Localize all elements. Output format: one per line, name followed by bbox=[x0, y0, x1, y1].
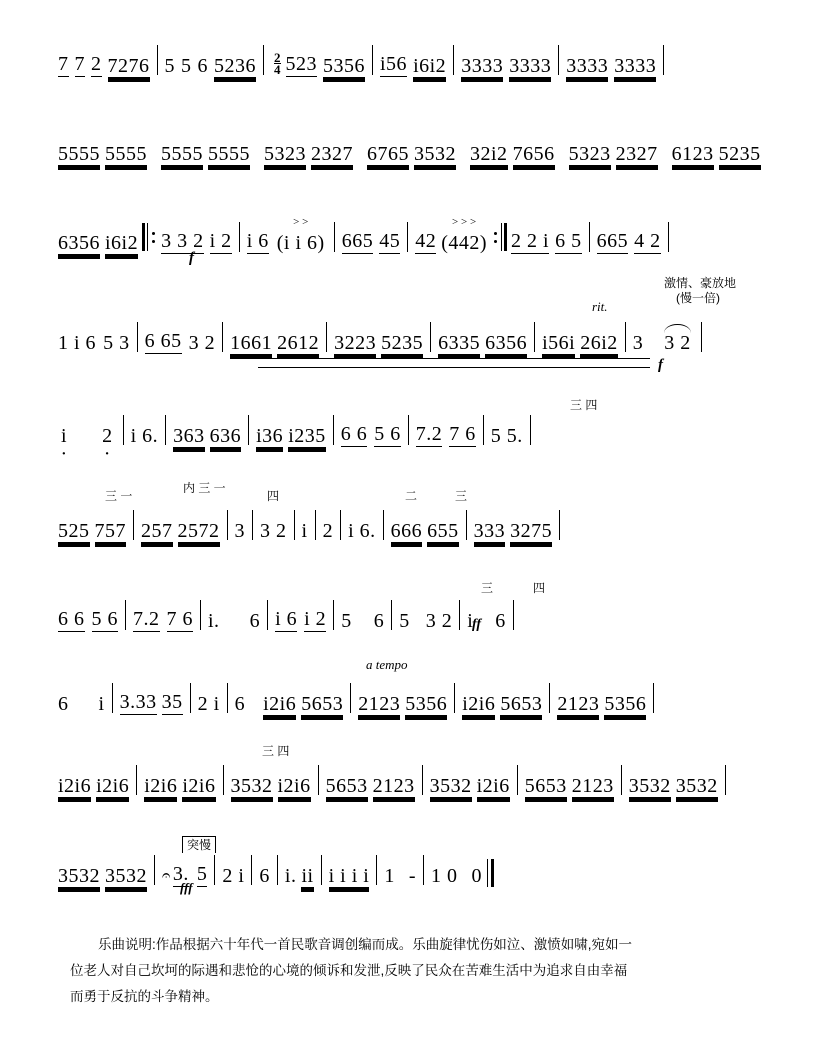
barline bbox=[530, 415, 531, 445]
note-group: i. bbox=[208, 610, 220, 632]
fingering-mark: 三 四 bbox=[262, 744, 290, 758]
note-group: 666 bbox=[390, 520, 423, 542]
barline bbox=[513, 600, 514, 630]
note-group: 1 0 bbox=[431, 865, 458, 887]
barline bbox=[423, 855, 424, 885]
repeat-start-barline bbox=[142, 222, 157, 252]
staff-system bbox=[58, 510, 764, 542]
note-group: 2 i bbox=[222, 865, 245, 887]
note-group: 2327 bbox=[615, 143, 658, 165]
note-group: i235 bbox=[288, 425, 326, 447]
barline bbox=[239, 222, 240, 252]
barline bbox=[466, 510, 467, 540]
barline bbox=[315, 510, 316, 540]
note-group: 6335 bbox=[438, 332, 481, 354]
barline bbox=[190, 683, 191, 713]
note-group: 2123 bbox=[358, 693, 401, 715]
note-group: i i i i bbox=[328, 865, 370, 887]
note-group: 3 2 bbox=[664, 332, 691, 354]
barline bbox=[483, 415, 484, 445]
fingering-mark: 四 bbox=[533, 581, 546, 595]
time-signature-top: 2 bbox=[274, 50, 281, 65]
note-group: 5323 bbox=[264, 143, 306, 165]
note-group: 2612 bbox=[277, 332, 320, 354]
barline bbox=[154, 855, 155, 885]
time-signature bbox=[274, 52, 281, 75]
note-group: 7 bbox=[58, 53, 69, 75]
barline bbox=[453, 45, 454, 75]
note-group: 3 2 bbox=[188, 332, 216, 354]
staff-system bbox=[58, 765, 764, 797]
staff-system bbox=[58, 683, 764, 715]
barline-thin bbox=[147, 223, 148, 251]
note-group: i 2 bbox=[304, 608, 327, 630]
note-group: i2i6 bbox=[462, 693, 496, 715]
program-note-line-2: 位老人对自己坎坷的际遇和悲怆的心境的倾诉和发泄,反映了民众在苦难生活中为追求自由幸福 bbox=[70, 963, 628, 978]
note-group: 3. bbox=[172, 863, 189, 885]
tempo-mark-sudden-slow: 突慢 bbox=[182, 836, 216, 853]
note-group: 5 3 bbox=[103, 332, 130, 354]
barline bbox=[407, 222, 408, 252]
note-group: i bbox=[467, 610, 474, 632]
note-group: 2 bbox=[322, 520, 334, 542]
program-note-line-1: 乐曲说明:作品根据六十年代一首民歌音调创编而成。乐曲旋律忧伤如泣、激愤如啸,宛如一 bbox=[98, 937, 633, 952]
program-note-line-3: 而勇于反抗的斗争精神。 bbox=[70, 989, 219, 1004]
note-group-ornament bbox=[276, 216, 325, 254]
note-group: 7656 bbox=[512, 143, 555, 165]
barline bbox=[137, 322, 138, 352]
staff-system bbox=[58, 600, 764, 632]
staff-system bbox=[58, 45, 764, 77]
barline bbox=[459, 600, 460, 630]
barline bbox=[340, 510, 341, 540]
fermata-icon: 𝄐 bbox=[162, 868, 171, 884]
note-group: 5 bbox=[341, 610, 352, 632]
note-group: 5356 bbox=[323, 55, 365, 77]
staff-system bbox=[58, 415, 764, 447]
note-group: 3 bbox=[632, 332, 644, 354]
note-group: i 6 bbox=[246, 230, 269, 252]
note-group: 3532 bbox=[105, 865, 147, 887]
barline bbox=[267, 600, 268, 630]
barline bbox=[318, 765, 319, 795]
note-group: i2i6 bbox=[277, 775, 311, 797]
barline bbox=[408, 415, 409, 445]
note-group: - bbox=[408, 865, 416, 887]
tempo-mark-rit: rit. bbox=[592, 299, 608, 314]
note-group: i. bbox=[284, 865, 297, 887]
fingering-mark: 三 bbox=[455, 489, 468, 503]
tempo-mark-a-tempo: a tempo bbox=[366, 657, 408, 672]
dynamic-forte: f bbox=[658, 357, 663, 373]
barline bbox=[534, 322, 535, 352]
note-group: i56 bbox=[380, 53, 408, 75]
note-group: 6765 bbox=[367, 143, 409, 165]
note-group: 5653 bbox=[301, 693, 344, 715]
note-group: i56i bbox=[542, 332, 576, 354]
note-group: 665 bbox=[596, 230, 629, 252]
note-group: 6 bbox=[197, 55, 208, 77]
note-group: 6123 bbox=[671, 143, 714, 165]
note-group: i2i6 bbox=[144, 775, 178, 797]
barline bbox=[277, 855, 278, 885]
barline bbox=[326, 322, 327, 352]
barline bbox=[668, 222, 669, 252]
barline bbox=[214, 855, 215, 885]
note-group: 35 bbox=[161, 691, 183, 713]
accent-marks: > > > bbox=[452, 216, 477, 228]
barline bbox=[422, 765, 423, 795]
staff-system bbox=[58, 133, 764, 165]
tempo-mark-chinese: (慢一倍) bbox=[676, 291, 720, 305]
note-group: 3333 bbox=[614, 55, 657, 77]
note-group: 5555 bbox=[58, 143, 100, 165]
fingering-mark: 四 bbox=[267, 489, 280, 503]
barline bbox=[559, 510, 560, 540]
barline-thick bbox=[142, 223, 145, 251]
barline bbox=[625, 322, 626, 352]
note-group: 5555 bbox=[208, 143, 250, 165]
note-group: 7 6 bbox=[166, 608, 193, 630]
note-group: 3 2 bbox=[260, 520, 287, 542]
note-group: 3532 bbox=[58, 865, 100, 887]
note-group: 6 bbox=[234, 693, 246, 715]
fingering-mark: 三 一 bbox=[105, 489, 133, 503]
repeat-dots bbox=[494, 232, 497, 243]
fingering-mark: 三 bbox=[481, 581, 494, 595]
barline bbox=[383, 510, 384, 540]
fingering-mark: 二 bbox=[405, 489, 418, 503]
barline bbox=[112, 683, 113, 713]
note-group: 5 6 bbox=[374, 423, 401, 445]
note-group: 3532 bbox=[230, 775, 273, 797]
barline bbox=[653, 683, 654, 713]
note-group: 2 · bbox=[102, 426, 113, 447]
note-group: 5653 bbox=[500, 693, 543, 715]
dynamic-forte: f bbox=[189, 250, 194, 266]
barline bbox=[133, 510, 134, 540]
barline bbox=[123, 415, 124, 445]
note-group: 6 bbox=[249, 610, 261, 632]
note-group: 2 bbox=[91, 53, 102, 75]
note-group: 5236 bbox=[214, 55, 256, 77]
note-group: 6 bbox=[58, 693, 69, 715]
note-group: i 2 bbox=[209, 230, 232, 252]
note-group: 2 2 i bbox=[511, 230, 550, 252]
fingering-mark: 三 四 bbox=[570, 398, 598, 412]
note-group: 6 6 bbox=[58, 608, 85, 630]
barline bbox=[294, 510, 295, 540]
accent-marks: > > bbox=[293, 216, 309, 228]
barline bbox=[391, 600, 392, 630]
note-group: 2 i bbox=[197, 693, 220, 715]
note-group: i2i6 bbox=[96, 775, 130, 797]
barline bbox=[372, 45, 373, 75]
note-group: i36 bbox=[256, 425, 284, 447]
note-group: 3 bbox=[234, 520, 245, 542]
note-group: i bbox=[301, 520, 308, 542]
note-group: i2i6 bbox=[476, 775, 510, 797]
barline bbox=[517, 765, 518, 795]
note-group: i6i2 bbox=[105, 232, 139, 254]
note-group: 7 bbox=[74, 53, 85, 75]
note-group: 3532 bbox=[414, 143, 456, 165]
note-group: 45 bbox=[379, 230, 401, 252]
note-group: i2i6 bbox=[58, 775, 92, 797]
hairpin-lower-line bbox=[258, 367, 650, 368]
note-group: 7276 bbox=[107, 55, 150, 77]
barline bbox=[227, 683, 228, 713]
barline bbox=[251, 855, 252, 885]
final-barline bbox=[487, 859, 494, 887]
note-group: 3333 bbox=[566, 55, 609, 77]
note-group: 0 bbox=[471, 865, 482, 887]
note-group: 5235 bbox=[718, 143, 761, 165]
program-note bbox=[70, 932, 760, 1010]
note-group: 363 bbox=[173, 425, 205, 447]
note-group: 5235 bbox=[381, 332, 424, 354]
note-group: 523 bbox=[285, 53, 317, 75]
dynamic-fortississimo: fff bbox=[180, 880, 193, 895]
note-group: 655 bbox=[427, 520, 459, 542]
note-group: 5555 bbox=[105, 143, 147, 165]
note-group: 5356 bbox=[604, 693, 647, 715]
note-group: 665 bbox=[341, 230, 374, 252]
staff-system bbox=[58, 322, 764, 354]
note-group: 5 bbox=[196, 863, 208, 885]
staff-system bbox=[58, 216, 764, 254]
barline bbox=[589, 222, 590, 252]
note-group: 6 65 bbox=[144, 330, 182, 352]
note-group: 2123 bbox=[372, 775, 415, 797]
note-group: 7.2 bbox=[133, 608, 160, 630]
note-group: 5 bbox=[181, 55, 192, 77]
barline bbox=[200, 600, 201, 630]
note-group: 1 bbox=[384, 865, 395, 887]
note-group: i6i2 bbox=[413, 55, 447, 77]
crescendo-hairpin bbox=[258, 358, 650, 368]
note-group: 6356 bbox=[58, 232, 100, 254]
barline bbox=[227, 510, 228, 540]
note-group: 6 5 bbox=[555, 230, 582, 252]
note-group: 3275 bbox=[510, 520, 553, 542]
note-group: 42 bbox=[415, 230, 437, 252]
note-group: (442) bbox=[441, 232, 488, 254]
note-group: 2123 bbox=[571, 775, 614, 797]
barline bbox=[334, 222, 335, 252]
barline bbox=[222, 322, 223, 352]
dynamic-fortissimo: ff bbox=[472, 617, 482, 632]
repeat-end-barline bbox=[492, 222, 507, 252]
note-group: 5555 bbox=[161, 143, 203, 165]
note-group: 5653 bbox=[524, 775, 567, 797]
barline-thick bbox=[491, 859, 494, 887]
note-group: i2i6 bbox=[263, 693, 297, 715]
staff-system bbox=[58, 855, 764, 887]
note-group: 5 6 bbox=[91, 608, 118, 630]
barline bbox=[333, 600, 334, 630]
note-group: 3532 bbox=[628, 775, 671, 797]
note-group: 636 bbox=[209, 425, 242, 447]
note-group: 257 bbox=[141, 520, 173, 542]
barline bbox=[157, 45, 158, 75]
note-group: 3333 bbox=[509, 55, 552, 77]
note-group: (i i 6) bbox=[276, 232, 325, 254]
note-group: ii bbox=[301, 865, 314, 887]
note-group: 6 bbox=[495, 610, 506, 632]
note-group-slur bbox=[664, 333, 691, 354]
note-group: 3 2 bbox=[425, 610, 453, 632]
note-group: 5653 bbox=[325, 775, 368, 797]
note-group: 5 bbox=[164, 55, 175, 77]
note-group: 6 bbox=[259, 865, 270, 887]
note-group: 3 3 2 bbox=[161, 230, 204, 252]
note-group: 26i2 bbox=[580, 332, 618, 354]
note-group: 32i2 bbox=[470, 143, 508, 165]
barline-thin bbox=[487, 859, 488, 887]
note-group: 4 2 bbox=[634, 230, 661, 252]
barline bbox=[350, 683, 351, 713]
fingering-mark: 内 三 一 bbox=[183, 481, 226, 495]
note-group: 5356 bbox=[405, 693, 448, 715]
expression-mark-chinese: 激情、豪放地 bbox=[664, 276, 737, 290]
note-group: 7 6 bbox=[449, 423, 476, 445]
note-group: 3223 bbox=[334, 332, 377, 354]
note-group: 3532 bbox=[675, 775, 718, 797]
note-group: i 6. bbox=[130, 425, 159, 447]
barline bbox=[136, 765, 137, 795]
note-group: 333 bbox=[473, 520, 506, 542]
barline bbox=[376, 855, 377, 885]
note-group: i 6. bbox=[348, 520, 376, 542]
note-group: 1 i 6 bbox=[58, 332, 97, 354]
time-signature-bottom: 4 bbox=[274, 62, 281, 77]
note-group: 5 5. bbox=[490, 425, 523, 447]
barline bbox=[725, 765, 726, 795]
note-group: 3333 bbox=[461, 55, 504, 77]
barline bbox=[430, 322, 431, 352]
barline bbox=[248, 415, 249, 445]
barline-thin bbox=[501, 223, 502, 251]
hairpin-upper-line bbox=[258, 358, 650, 359]
barline bbox=[263, 45, 264, 75]
note-group: 6 6 bbox=[340, 423, 368, 445]
barline bbox=[621, 765, 622, 795]
repeat-dots bbox=[152, 232, 155, 243]
barline bbox=[321, 855, 322, 885]
barline bbox=[223, 765, 224, 795]
barline bbox=[333, 415, 334, 445]
note-group: i 6 bbox=[275, 608, 298, 630]
note-group: 3532 bbox=[429, 775, 472, 797]
note-group: i · bbox=[61, 426, 67, 447]
note-group: 7.2 bbox=[415, 423, 443, 445]
barline bbox=[558, 45, 559, 75]
note-group: i2i6 bbox=[182, 775, 216, 797]
note-group: 2327 bbox=[311, 143, 353, 165]
barline bbox=[701, 322, 702, 352]
barline bbox=[549, 683, 550, 713]
note-group: 1661 bbox=[230, 332, 273, 354]
note-group: 525 bbox=[58, 520, 90, 542]
note-group: 6 bbox=[373, 610, 385, 632]
note-group: 6356 bbox=[485, 332, 528, 354]
note-group: 5 bbox=[399, 610, 410, 632]
note-group: 5323 bbox=[568, 143, 611, 165]
note-group: 2572 bbox=[177, 520, 220, 542]
note-group: 3.33 bbox=[119, 691, 157, 713]
note-group-ornament bbox=[441, 216, 488, 254]
barline bbox=[454, 683, 455, 713]
note-group: 757 bbox=[94, 520, 126, 542]
note-group: i bbox=[98, 693, 105, 715]
barline bbox=[252, 510, 253, 540]
barline-thick bbox=[504, 223, 507, 251]
barline bbox=[125, 600, 126, 630]
note-group: 2123 bbox=[557, 693, 600, 715]
barline bbox=[663, 45, 664, 75]
barline bbox=[165, 415, 166, 445]
